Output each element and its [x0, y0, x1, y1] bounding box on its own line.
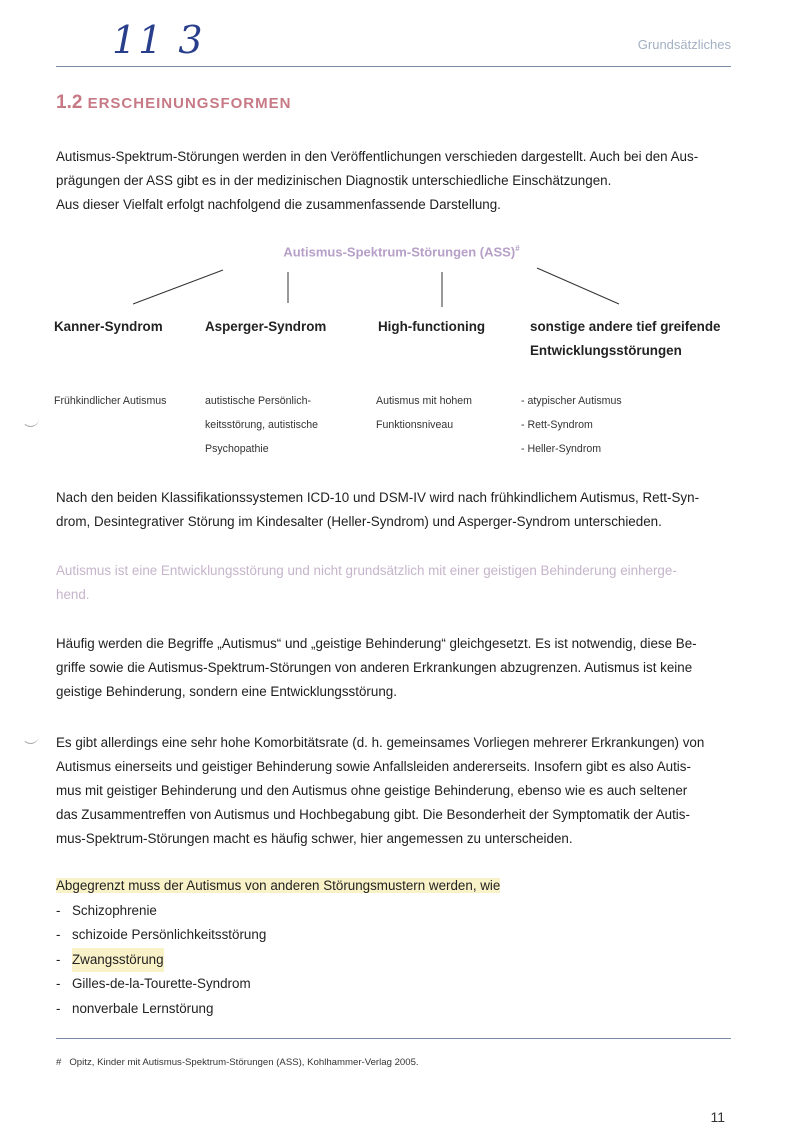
intro-line: prägungen der ASS gibt es in der medizinischen Diagnostik unterschiedliche Einschätzungen.: [56, 173, 612, 188]
list-item: Psychopathie: [205, 443, 269, 455]
diagram-title: Autismus-Spektrum-Störungen (ASS)#: [283, 244, 520, 260]
list-item: - Zwangsstörung: [56, 948, 500, 973]
page-number: 11: [710, 1109, 725, 1125]
list-item: Funktionsniveau: [376, 419, 454, 431]
section-title: ERSCHEINUNGSFORMEN: [87, 95, 292, 112]
footnote-rule: [56, 1038, 731, 1039]
classification-paragraph: Nach den beiden Klassifikationssystemen ICD-10 und DSM-IV wird nach frühkindlichem Autismus, Rett-Syn- drom, Desintegrativer Störung im Kindesalter (Heller-Syndrom) und Asperger-Syndrom unterschieden.: [56, 490, 700, 529]
column-heading-highfunctioning: High-functioning: [378, 319, 486, 334]
list-item: - atypischer Autismus: [521, 395, 622, 407]
connector-line-sonstige: [537, 268, 619, 304]
punch-hole-mark: [22, 727, 39, 744]
differential-list: [56, 874, 500, 1021]
punch-hole-mark: [22, 410, 39, 427]
list-item: - Gilles-de-la-Tourette-Syndrom: [56, 976, 251, 991]
footnote: # Opitz, Kinder mit Autismus-Spektrum-Störungen (ASS), Kohlhammer-Verlag 2005.: [56, 1057, 419, 1068]
list-item: - Schizophrenie: [56, 902, 157, 918]
comorbidity-paragraph: Es gibt allerdings eine sehr hohe Komorbitätsrate (d. h. gemeinsames Vorliegen mehrerer Erkrankungen) von Autismus einerseits und geistiger Behinderung sowie Anfallsleiden andererseits. Insofern gibt es also Autis- mus mit geistiger Behinderung und den Autismus ohne geistige Behinderung, ebenso wie es auch seltener das Zusammentreffen von Autismus und Hochbegabung gibt. Die Besonderheit der Symptomatik der Autis- mus-Spektrum-Störungen macht es häufig schwer, hier angemessen zu unterscheiden.: [56, 735, 705, 846]
highlighted-text: Abgegrenzt muss der Autismus von anderen Störungsmustern werden, wie: [56, 878, 501, 893]
diagram-connector-lines: [0, 0, 803, 320]
list-item: Frühkindlicher Autismus: [54, 395, 167, 407]
running-header: Grundsätzliches: [637, 37, 731, 52]
column-items-asperger: [205, 389, 318, 461]
footnote-marker: #: [515, 244, 520, 253]
terminology-paragraph: Häufig werden die Begriffe „Autismus“ und „geistige Behinderung“ gleichgesetzt. Es ist notwendig, diese Be- griffe sowie die Autismus-Spektrum-Störungen von anderen Erkrankungen abzugrenzen. Autismus ist keine geistige Behinderung, sondern eine Entwicklungsstörung.: [56, 636, 697, 699]
highlighted-text: Zwangsstörung: [72, 948, 164, 973]
column-heading-asperger: Asperger-Syndrom: [205, 319, 327, 334]
list-item: - schizoide Persönlichkeitsstörung: [56, 927, 267, 942]
list-item: - nonverbale Lernstörung: [56, 1000, 214, 1016]
connector-line-kanner: [133, 270, 223, 304]
list-item: keitsstörung, autistische: [205, 419, 319, 431]
list-item: - Heller-Syndrom: [521, 443, 602, 455]
section-number: 1.2: [56, 92, 83, 113]
column-items-kanner: [54, 389, 166, 413]
list-item: - Rett-Syndrom: [521, 419, 593, 431]
column-items-sonstige: [521, 389, 622, 461]
handwritten-note: 11 3: [112, 18, 205, 62]
list-item: Autismus mit hohem: [376, 395, 472, 407]
column-items-highfunctioning: [376, 389, 472, 437]
list-intro: [56, 874, 500, 899]
intro-line: Aus dieser Vielfalt erfolgt nachfolgend die zusammenfassende Darstellung.: [56, 197, 501, 212]
column-heading-kanner: Kanner-Syndrom: [54, 319, 163, 334]
list-item: autistische Persönlich-: [205, 395, 311, 407]
intro-line: Autismus-Spektrum-Störungen werden in den Veröffentlichungen verschieden dargestellt. Auch bei den Aus-: [56, 149, 699, 164]
key-statement: Autismus ist eine Entwicklungsstörung und nicht grundsätzlich mit einer geistigen Behinderung einherge- hend.: [56, 563, 677, 602]
column-heading-sonstige: sonstige andere tief greifende Entwicklungsstörungen: [530, 319, 721, 358]
